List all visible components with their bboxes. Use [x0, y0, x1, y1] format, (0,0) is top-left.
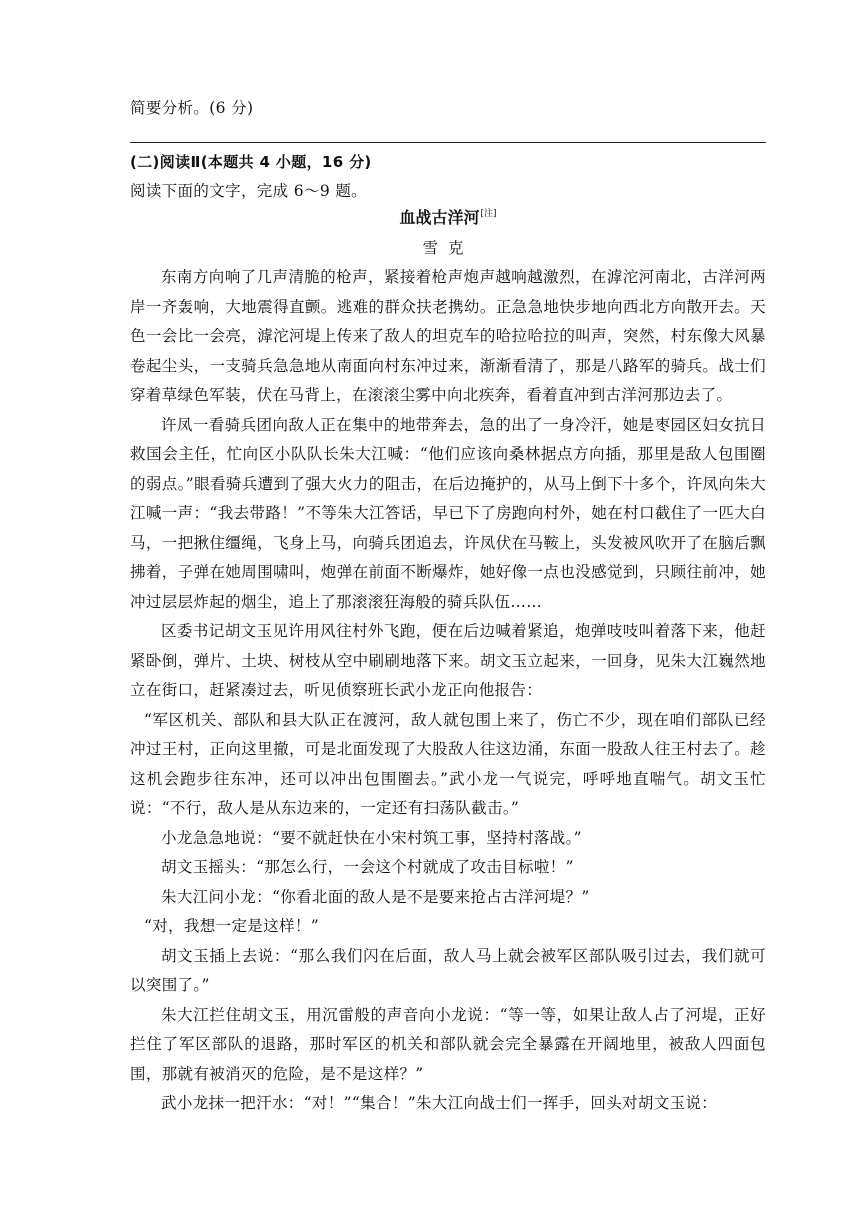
article-author: 雪克 — [422, 239, 474, 257]
article-body — [130, 263, 766, 1119]
paragraph: 朱大江问小龙：“你看北面的敌人是不是要来抢占古洋河堤？” — [161, 887, 590, 906]
paragraph: “军区机关、部队和县大队正在渡河，敌人就包围上来了，伤亡不少，现在咱们部队已经冲过王村，正向这里撤，可是北面发现了大股敌人往这边涌，东面一股敌人往王村去了。趁这机会跑步往东冲，还可以冲出包围圈去。”武小龙一气说完，呼呼地直喘气。胡文玉忙说：“不行，敌人是从东边来的，一定还有扫荡队截击。” — [130, 710, 766, 817]
paragraph: 小龙急急地说：“要不就赶快在小宋村筑工事，坚持村落战。” — [161, 828, 582, 847]
paragraph: 武小龙抹一把汗水：“对！”“集合！”朱大江向战士们一挥手，回头对胡文玉说： — [161, 1094, 718, 1112]
paragraph: 朱大江拦住胡文玉，用沉雷般的声音向小龙说：“等一等，如果让敌人占了河堤，正好拦住了军区部队的退路，那时军区的机关和部队就会完全暴露在开阔地里，被敌人四面包围，那就有被消灭的危险，是不是这样？” — [130, 1005, 766, 1083]
paragraph: 东南方向响了几声清脆的枪声，紧接着枪声炮声越响越激烈，在滹沱河南北，古洋河两岸一齐轰响，大地震得直颤。逃难的群众扶老携幼。正急急地快步地向西北方向散开去。天色一会比一会亮，滹沱河堤上传来了敌人的坦克车的哈拉哈拉的叫声，突然，村东像大风暴卷起尘头，一支骑兵急急地从南面向村东冲过来，渐渐看清了，那是八路军的骑兵。战士们穿着草绿色军装，伏在马背上，在滚滚尘雾中向北疾奔，看着直冲到古洋河那边去了。 — [130, 268, 766, 404]
section-instruction: 阅读下面的文字，完成 6～9 题。 — [130, 182, 368, 200]
title-note-marker: [注] — [480, 209, 497, 219]
section-divider — [130, 142, 766, 143]
paragraph: “对，我想一定是这样！” — [143, 917, 319, 935]
paragraph: 许凤一看骑兵团向敌人正在集中的地带奔去，急的出了一身冷汗，她是枣园区妇女抗日救国会主任，忙向区小队队长朱大江喊：“他们应该向桑林据点方向插，那里是敌人包围圈的弱点。”眼看骑兵遭到了强大火力的阻击，在后边掩护的，从马上倒下十多个，许凤向朱大江喊一声：“我去带路！”不等朱大江答话，早已下了房跑向村外，她在村口截住了一匹大白马，一把揪住缰绳，飞身上马，向骑兵团追去，许凤伏在马鞍上，头发被风吹开了在脑后飘拂着，子弹在她周围啸叫，炮弹在前面不断爆炸，她好像一点也没感觉到，只顾往前冲，她冲过层层炸起的烟尘，追上了那滚滚狂海般的骑兵队伍…… — [130, 415, 766, 611]
section-heading: (二)阅读Ⅱ(本题共 4 小题，16 分) — [130, 153, 372, 171]
article-title-text: 血战古洋河 — [399, 208, 480, 227]
article-title — [130, 204, 766, 232]
previous-question-tail: 简要分析。(6 分) — [130, 99, 254, 117]
paragraph: 胡文玉插上去说：“那么我们闪在后面，敌人马上就会被军区部队吸引过去，我们就可以突围了。” — [130, 946, 766, 994]
paragraph: 胡文玉摇头：“那怎么行，一会这个村就成了攻击目标啦！” — [161, 858, 574, 876]
paragraph: 区委书记胡文玉见许用风往村外飞跑，便在后边喊着紧追，炮弹吱吱叫着落下来，他赶紧卧倒，弹片、土块、树枝从空中刷刷地落下来。胡文玉立起来，一回身，见朱大江巍然地立在街口，赶紧凑过去，听见侦察班长武小龙正向他报告： — [130, 622, 766, 699]
